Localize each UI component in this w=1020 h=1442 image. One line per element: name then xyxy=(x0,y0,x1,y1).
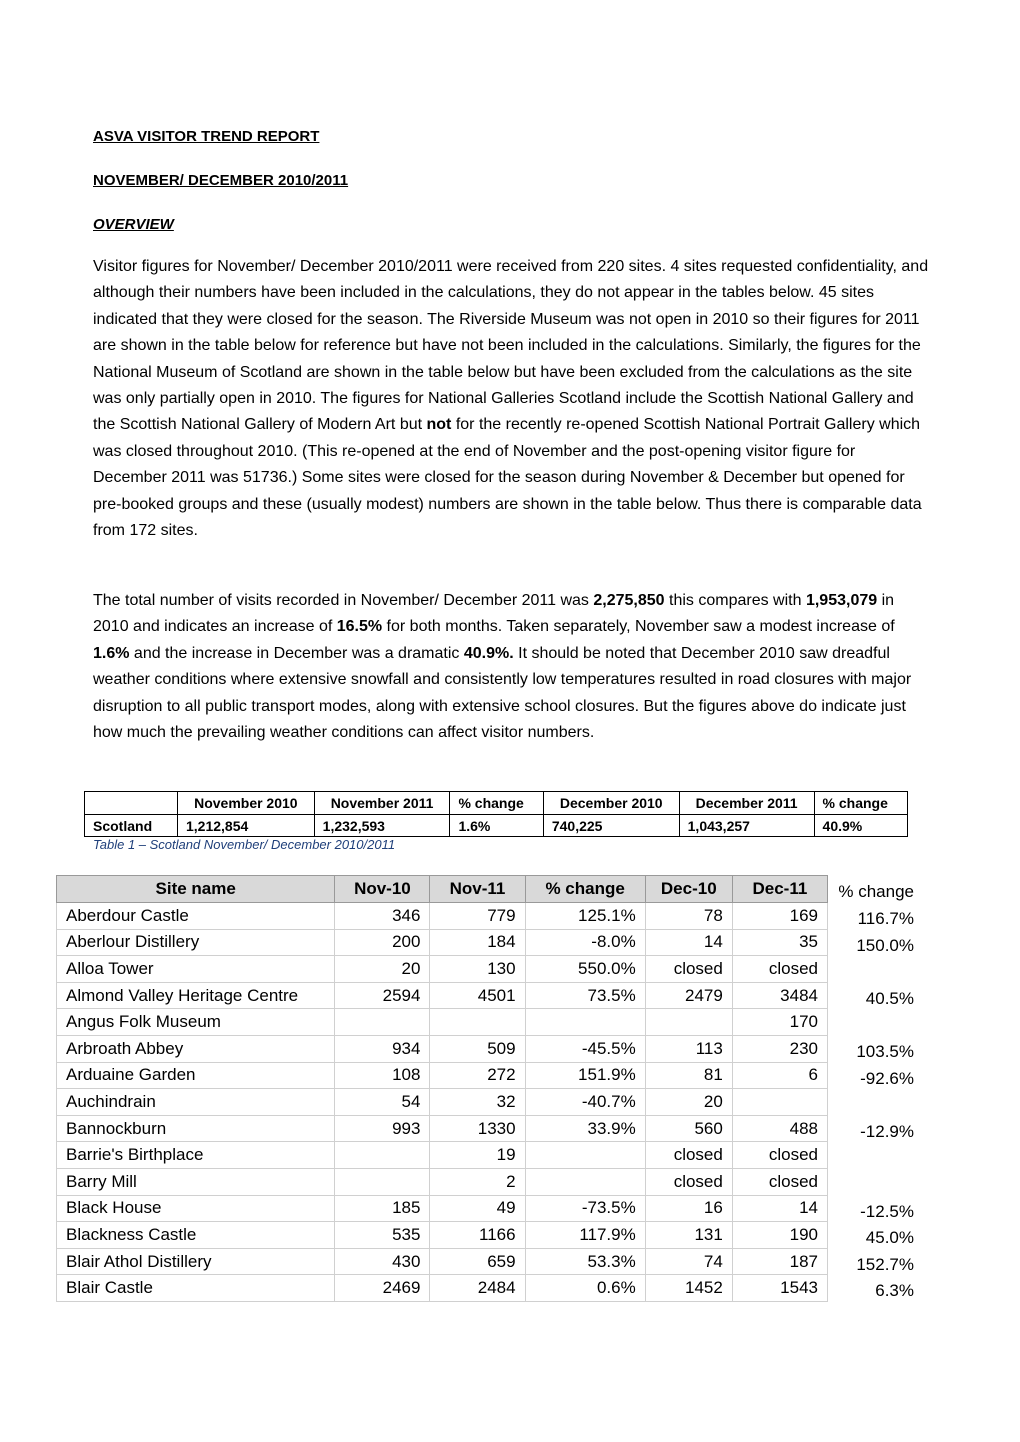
table-cell: 16 xyxy=(645,1195,732,1222)
table-cell: 113 xyxy=(645,1035,732,1062)
table-cell: 509 xyxy=(430,1035,525,1062)
table-header: December 2010 xyxy=(543,792,679,815)
table-cell: 2594 xyxy=(335,982,430,1009)
report-subtitle: NOVEMBER/ DECEMBER 2010/2011 xyxy=(93,172,349,189)
table-cell: 185 xyxy=(335,1195,430,1222)
table-cell xyxy=(335,1142,430,1169)
site-name-cell: Blair Athol Distillery xyxy=(57,1248,335,1275)
p2-a: The total number of visits recorded in November/ December 2011 was xyxy=(93,592,594,609)
table-cell: -8.0% xyxy=(525,929,645,956)
table-header: November 2011 xyxy=(314,792,450,815)
table-row xyxy=(57,1195,828,1222)
site-name-cell: Aberlour Distillery xyxy=(57,929,335,956)
table-row xyxy=(57,1222,828,1249)
table-cell: 488 xyxy=(732,1115,827,1142)
table-cell: 151.9% xyxy=(525,1062,645,1089)
table-cell: 6 xyxy=(732,1062,827,1089)
table-cell: -45.5% xyxy=(525,1035,645,1062)
table-cell: 184 xyxy=(430,929,525,956)
extra-pct-value: 40.5% xyxy=(865,988,914,1008)
table-cell: 535 xyxy=(335,1222,430,1249)
p2-total-2010: 1,953,079 xyxy=(805,592,878,609)
table-cell xyxy=(335,1168,430,1195)
site-name-cell: Barrie's Birthplace xyxy=(57,1142,335,1169)
site-name-cell: Auchindrain xyxy=(57,1089,335,1116)
scotland-summary-table xyxy=(84,791,908,837)
site-name-cell: Black House xyxy=(57,1195,335,1222)
table-row xyxy=(85,815,908,837)
totals-paragraph xyxy=(93,588,933,746)
extra-pct-header: % change xyxy=(838,882,914,901)
table-header: November 2010 xyxy=(178,792,315,815)
site-name-cell: Almond Valley Heritage Centre xyxy=(57,982,335,1009)
table-row xyxy=(57,929,828,956)
table-cell: 1,043,257 xyxy=(679,815,814,837)
table-cell: 20 xyxy=(335,956,430,983)
table-cell: 430 xyxy=(335,1248,430,1275)
extra-pct-value: -12.9% xyxy=(860,1121,914,1141)
table-cell xyxy=(525,1009,645,1036)
table-row xyxy=(57,903,828,930)
table-row xyxy=(57,982,828,1009)
extra-pct-value: 116.7% xyxy=(857,909,914,928)
table-caption: Table 1 – Scotland November/ December 2010/2011 xyxy=(93,837,396,852)
extra-pct-value: -12.5% xyxy=(860,1201,914,1221)
table-cell: 230 xyxy=(732,1035,827,1062)
table-header: % change xyxy=(525,876,645,903)
table-cell: 125.1% xyxy=(525,903,645,930)
table-cell: 1166 xyxy=(430,1222,525,1249)
site-name-cell: Arbroath Abbey xyxy=(57,1035,335,1062)
table-cell: 131 xyxy=(645,1222,732,1249)
table-cell: 1,212,854 xyxy=(178,815,315,837)
table-cell xyxy=(645,1009,732,1036)
table-cell: 1330 xyxy=(430,1115,525,1142)
table-cell: 78 xyxy=(645,903,732,930)
table-row xyxy=(57,1009,828,1036)
table-cell: 117.9% xyxy=(525,1222,645,1249)
extra-pct-value: 150.0% xyxy=(856,935,914,955)
table-cell: 74 xyxy=(645,1248,732,1275)
table-cell: 54 xyxy=(335,1089,430,1116)
extra-pct-value: 6.3% xyxy=(875,1281,914,1301)
table-header: Dec-11 xyxy=(732,876,827,903)
table-cell: 2469 xyxy=(335,1275,430,1302)
table-row xyxy=(57,1062,828,1089)
table-cell: closed xyxy=(732,1142,827,1169)
table-header: % change xyxy=(814,792,907,815)
extra-pct-value: 152.7% xyxy=(856,1254,914,1274)
extra-pct-value: 45.0% xyxy=(865,1228,914,1248)
table-row xyxy=(57,1115,828,1142)
table-row xyxy=(57,1142,828,1169)
table-row xyxy=(57,1168,828,1195)
p2-dec-increase: 40.9%. xyxy=(463,644,514,662)
extra-pct-value: 103.5% xyxy=(856,1042,914,1061)
table-cell: 659 xyxy=(430,1248,525,1275)
table-header: Nov-11 xyxy=(430,876,525,903)
table-cell: 2484 xyxy=(430,1275,525,1302)
table-header: Dec-10 xyxy=(645,876,732,903)
p2-total-2011: 2,275,850 xyxy=(593,592,665,609)
table-header-row xyxy=(85,792,908,815)
table-cell: Scotland xyxy=(85,815,178,837)
p2-i: and the increase in December was a dramatic xyxy=(129,644,464,662)
table-cell: 740,225 xyxy=(543,815,679,837)
table-cell: 14 xyxy=(732,1195,827,1222)
site-name-cell: Angus Folk Museum xyxy=(57,1009,335,1036)
table-cell: 169 xyxy=(732,903,827,930)
table-cell: 934 xyxy=(335,1035,430,1062)
p2-nov-increase: 1.6% xyxy=(93,644,130,662)
table-cell: 346 xyxy=(335,903,430,930)
table-cell: 187 xyxy=(732,1248,827,1275)
table-cell: 4501 xyxy=(430,982,525,1009)
table-cell: -40.7% xyxy=(525,1089,645,1116)
table-row xyxy=(57,1089,828,1116)
table-cell: 0.6% xyxy=(525,1275,645,1302)
table-cell: 1452 xyxy=(645,1275,732,1302)
para1-rest: for the recently re-opened Scottish National Portrait Gallery which was closed throughout 2010. (This re-opened at the end of November and the post-opening visitor figure for December 2011 was 51736.) Some sites were closed for the season during November & December but opened for pre-booked groups and these (usually modest) numbers are shown in the table below. Thus there is comparable data from 172 sites. xyxy=(93,416,922,540)
p2-increase: 16.5% xyxy=(336,618,383,636)
table-cell: 560 xyxy=(645,1115,732,1142)
table-header: December 2011 xyxy=(679,792,814,815)
table-cell: 1.6% xyxy=(450,815,543,837)
table-cell: closed xyxy=(645,1168,732,1195)
site-table-body xyxy=(57,903,828,1302)
table-cell: 49 xyxy=(430,1195,525,1222)
p2-g: for both months. Taken separately, November saw a modest increase of xyxy=(382,618,895,636)
table-cell: 779 xyxy=(430,903,525,930)
table-row xyxy=(57,1035,828,1062)
table-row xyxy=(57,1275,828,1302)
p2-c: this compares with xyxy=(664,592,806,609)
table-cell: 19 xyxy=(430,1142,525,1169)
table-cell: 190 xyxy=(732,1222,827,1249)
table-cell: 2479 xyxy=(645,982,732,1009)
table-cell: 2 xyxy=(430,1168,525,1195)
table-cell: 200 xyxy=(335,929,430,956)
table-cell xyxy=(525,1168,645,1195)
para1-bold: not xyxy=(426,416,452,434)
table-cell xyxy=(335,1009,430,1036)
p2-e: in 2010 and indicates an increase of xyxy=(93,592,895,636)
table-cell: 35 xyxy=(732,929,827,956)
table-cell: -73.5% xyxy=(525,1195,645,1222)
table-cell: 33.9% xyxy=(525,1115,645,1142)
table-cell: 130 xyxy=(430,956,525,983)
table-row xyxy=(57,1248,828,1275)
table-cell: 993 xyxy=(335,1115,430,1142)
table-cell: 108 xyxy=(335,1062,430,1089)
table-cell: 550.0% xyxy=(525,956,645,983)
site-name-cell: Alloa Tower xyxy=(57,956,335,983)
table-cell: closed xyxy=(732,1168,827,1195)
table-cell: closed xyxy=(645,1142,732,1169)
table-row xyxy=(57,956,828,983)
site-name-cell: Blackness Castle xyxy=(57,1222,335,1249)
site-name-cell: Blair Castle xyxy=(57,1275,335,1302)
table-cell: 14 xyxy=(645,929,732,956)
table-cell xyxy=(732,1089,827,1116)
table-cell: 20 xyxy=(645,1089,732,1116)
table-cell: 1543 xyxy=(732,1275,827,1302)
table-cell: closed xyxy=(645,956,732,983)
table-cell: closed xyxy=(732,956,827,983)
table-cell: 81 xyxy=(645,1062,732,1089)
table-header: Site name xyxy=(57,876,335,903)
para1-text: Visitor figures for November/ December 2010/2011 were received from 220 sites. 4 sites requested confidentiality, and although their numbers have been included in the calculations, they do not appear in the tables below. 45 sites indicated that they were closed for the season. The Riverside Museum was not open in 2010 so their figures for 2011 are shown in the table below for reference but have not been included in the calculations. Similarly, the figures for the National Museum of Scotland are shown in the table below but have been excluded from the calculations as the site was only partially open in 2010. The figures for National Galleries Scotland include the Scottish National Gallery and the Scottish National Gallery of Modern Art but xyxy=(93,258,929,434)
section-heading: OVERVIEW xyxy=(93,216,174,233)
table-cell xyxy=(525,1142,645,1169)
p2-k: It should be noted that December 2010 saw dreadful weather conditions where extensive snowfall and consistently low temperatures resulted in road closures with major disruption to all public transport modes, along with extensive school closures. But the figures above do indicate just how much the prevailing weather conditions can affect visitor numbers. xyxy=(93,644,912,742)
table-header: Nov-10 xyxy=(335,876,430,903)
report-title: ASVA VISITOR TREND REPORT xyxy=(93,128,320,145)
site-name-cell: Arduaine Garden xyxy=(57,1062,335,1089)
table-cell: 170 xyxy=(732,1009,827,1036)
table-cell: 3484 xyxy=(732,982,827,1009)
table-cell: 53.3% xyxy=(525,1248,645,1275)
table-cell: 73.5% xyxy=(525,982,645,1009)
table-header-row xyxy=(57,876,828,903)
table-header: % change xyxy=(450,792,543,815)
table-cell: 32 xyxy=(430,1089,525,1116)
extra-pct-value: -92.6% xyxy=(860,1068,914,1088)
site-visitor-table xyxy=(56,875,828,1302)
table-cell: 40.9% xyxy=(814,815,907,837)
site-name-cell: Barry Mill xyxy=(57,1168,335,1195)
table-header xyxy=(85,792,178,815)
site-name-cell: Bannockburn xyxy=(57,1115,335,1142)
overview-paragraph xyxy=(93,254,933,544)
table-cell: 272 xyxy=(430,1062,525,1089)
table-cell xyxy=(430,1009,525,1036)
site-name-cell: Aberdour Castle xyxy=(57,903,335,930)
table-cell: 1,232,593 xyxy=(314,815,450,837)
